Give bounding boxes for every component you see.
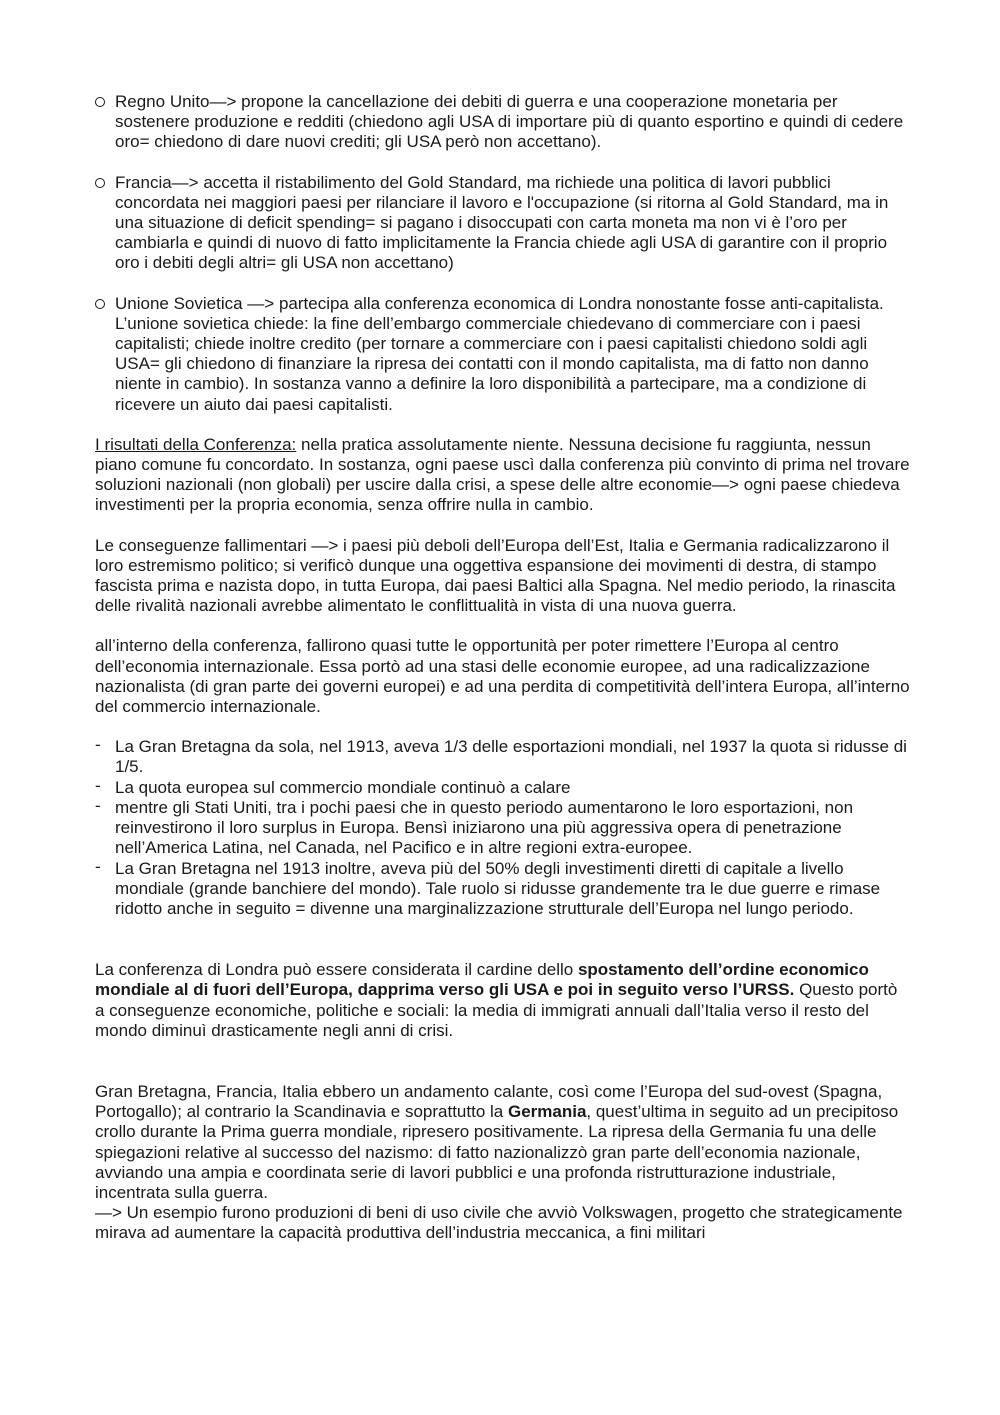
dash-text: mentre gli Stati Uniti, tra i pochi paesi che in questo periodo aumentarono le loro esportazioni, non reinvestirono il loro surplus in Europa. Bensì iniziarono una più aggressiva opera di penetrazione nell’America Latina, nel Canada, nel Pacifico e in altre regioni extra-europee. — [115, 797, 854, 858]
circle-bullet-icon — [95, 97, 105, 107]
london-text-bold: spostamento dell’ordine economico mondiale al di fuori dell’Europa, dapprima verso gli USA e poi in seguito verso l’URSS. — [95, 960, 869, 1000]
results-label: I risultati della Conferenza: — [95, 434, 297, 454]
circle-bullet-icon — [95, 178, 105, 188]
dash-bullet: - — [95, 735, 101, 755]
dash-text: La Gran Bretagna nel 1913 inoltre, aveva più del 50% degli investimenti diretti di capitale a livello mondiale (grande banchiere del mondo). Tale ruolo si ridusse grandemente tra le due guerre e rimase ridotto anche in seguito = divenne una marginalizzazione strutturale dell’Europa nel lungo periodo. — [115, 858, 881, 918]
london-paragraph — [95, 960, 910, 1041]
dash-bullet: - — [95, 856, 101, 876]
bullet-text: Francia—> accetta il ristabilimento del Gold Standard, ma richiede una politica di lavori pubblici concordata nei maggiori paesi per rilanciare il lavoro e l'occupazione (si ritorna al Gold Standard, ma in una situazione di deficit spending= si pagano i disoccupati con carta moneta ma non vi è l’oro per cambiarla e quindi di nuovo di fatto implicitamente la Francia chiede agli USA di garantire con il proprio oro i debiti degli altri= gli USA non accettano) — [115, 172, 889, 273]
dash-bullet: - — [95, 795, 101, 815]
bullet-text: Regno Unito—> propone la cancellazione dei debiti di guerra e una cooperazione monetaria per sostenere produzione e redditi (chiedono agli USA di importare più di quanto esportino e quindi di cedere oro= chiedono di dare nuovi crediti; gli USA però non accettano). — [115, 92, 904, 152]
results-paragraph — [95, 435, 910, 516]
dash-item — [95, 775, 910, 798]
dash-item — [95, 856, 910, 920]
trend-text-bold: Germania — [507, 1102, 587, 1122]
document-page — [95, 92, 910, 1244]
trend-text-post: , quest’ultima in seguito ad un precipitoso crollo durante la Prima guerra mondiale, ripresero positivamente. La ripresa della Germania fu una delle spiegazioni relative al successo del nazismo: di fatto nazionalizzò gran parte dell’economia nazionale, avviando una ampia e coordinata serie di lavori pubblici e una profonda ristrutturazione industriale, incentrata sulla guerra. — [95, 1102, 899, 1202]
dash-text: La quota europea sul commercio mondiale continuò a calare — [115, 777, 571, 797]
results-text: nella pratica assolutamente niente. Nessuna decisione fu raggiunta, nessun piano comune fu concordato. In sostanza, ogni paese uscì dalla conferenza più convinto di prima nel trovare soluzioni nazionali (non globali) per uscire dalla crisi, a spese delle altre economie—> ogni paese chiedeva investimenti per la propria economia, senza offrire nulla in cambio. — [95, 434, 910, 515]
dash-text: La Gran Bretagna da sola, nel 1913, aveva 1/3 delle esportazioni mondiali, nel 1937 la quota si ridusse di 1/5. — [115, 737, 907, 777]
consequences-paragraph: Le conseguenze fallimentari —> i paesi più deboli dell’Europa dell’Est, Italia e Germania radicalizzarono il loro estremismo politico; si verificò dunque una oggettiva espansione dei movimenti di destra, di stampo fascista prima e nazista dopo, in tutta Europa, dai paesi Baltici alla Spagna. Nel medio periodo, la rinascita delle rivalità nazionali avrebbe alimentato le conflittualità in vista di una nuova guerra. — [95, 535, 896, 616]
bullet-item-ussr — [95, 294, 910, 415]
bullet-item-france — [95, 173, 910, 274]
london-text-post: Questo portò a conseguenze economiche, politiche e sociali: la media di immigrati annuali dall’Italia verso il resto del mondo diminuì drasticamente negli anni di crisi. — [95, 980, 898, 1040]
internal-paragraph: all’interno della conferenza, fallirono quasi tutte le opportunità per poter rimettere l’Europa al centro dell’economia internazionale. Essa portò ad una stasi delle economie europee, ad una radicalizzazione nazionalista (di gran parte dei governi europei) e ad una perdita di competitività dell’intera Europa, all’interno del commercio internazionale. — [95, 636, 910, 717]
bullet-text: Unione Sovietica —> partecipa alla conferenza economica di Londra nonostante fosse anti-capitalista. L’unione sovietica chiede: la fine dell’embargo commerciale chiedevano di commerciare con i paesi capitalisti; chiede inoltre credito (per tornare a commerciare con i paesi capitalisti chiedono soldi agli USA= gli chiedono di finanziare la ripresa dei contatti con il mondo capitalista, ma di fatto non danno niente in cambio). In sostanza vanno a definire la loro disponibilità a partecipare, ma a condizione di ricevere un aiuto dai paesi capitalisti. — [115, 293, 884, 414]
dash-bullet: - — [95, 775, 101, 795]
bullet-item-uk — [95, 92, 910, 153]
trend-text-pre: Gran Bretagna, Francia, Italia ebbero un andamento calante, così come l’Europa del sud-ovest (Spagna, Portogallo); al contrario la Scandinavia e soprattutto la — [95, 1081, 883, 1122]
circle-bullet-icon — [95, 299, 105, 309]
trend-paragraph — [95, 1082, 910, 1203]
london-text-pre: La conferenza di Londra può essere considerata il cardine dello — [95, 960, 578, 980]
dash-item — [95, 795, 910, 859]
example-paragraph: —> Un esempio furono produzioni di beni di uso civile che avviò Volkswagen, progetto che strategicamente mirava ad aumentare la capacità produttiva dell’industria meccanica, a fini militari — [95, 1203, 903, 1243]
dash-item — [95, 737, 910, 777]
